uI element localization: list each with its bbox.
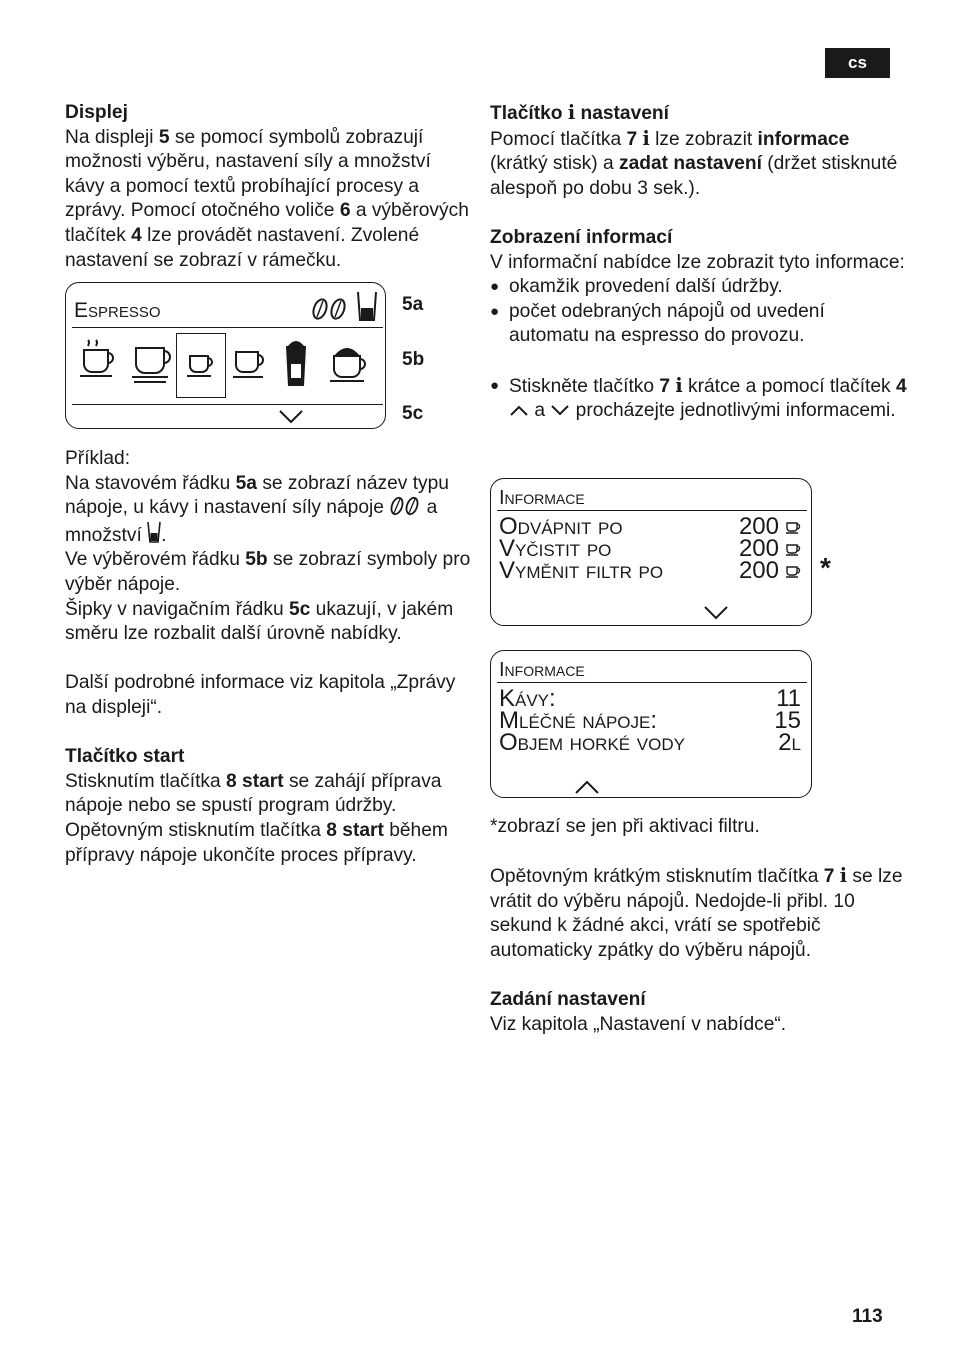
info-row-label: Vyměnit filtr po — [499, 557, 664, 584]
info-row-label: Odvápnit po — [499, 513, 623, 540]
chevron-down-icon — [550, 404, 570, 416]
label-5b: 5b — [402, 349, 425, 370]
cafe-creme-icon — [233, 352, 263, 377]
strength-icon — [389, 496, 421, 516]
info-row-label: Mléčné nápoje: — [499, 707, 658, 734]
right-column — [490, 101, 910, 424]
left-column-lower — [65, 447, 475, 868]
beverage-icons — [76, 338, 376, 394]
example-nav-line: Šipky v navigačním řádku 5c ukazují, v jakém směru lze rozbalit další úrovně nabídky. — [65, 598, 454, 645]
return-paragraph: Opětovným krátkým stisknutím tlačítka 7 i se lze vrátit do výběru nápojů. Nedojde-li přibl. 10 sekund k žádné akci, vrátí se spotřebič automaticky zpátky do výběru nápojů. — [490, 864, 903, 961]
label-5c: 5c — [402, 403, 424, 424]
settings-heading: Zadání nastavení — [490, 989, 646, 1011]
display-title: Informace — [499, 487, 585, 509]
info-row-value: 200 — [738, 557, 779, 584]
display-paragraph: Na displeji 5 se pomocí symbolů zobrazují možnosti výběru, nastavení síly a množství kávy a pomocí textů probíhající procesy a zprávy. Pomocí otočného voliče 6 a výběrových tlačítek 4 lze provádět nastavení. Zvolené nastavení se zobrazí v rámečku. — [65, 126, 469, 271]
info-row — [499, 557, 801, 585]
cup-size-icon — [147, 521, 161, 543]
info-intro: V informační nabídce lze zobrazit tyto informace: — [490, 251, 905, 273]
espresso-cup-icon — [187, 356, 212, 376]
info-button-paragraph: Pomocí tlačítka 7 i lze zobrazit informace (krátký stisk) a zadat nastavení (držet stisknuté alespoň po dobu 3 sek.). — [490, 126, 898, 199]
info-row-label: Vyčistit po — [499, 535, 612, 562]
info-display-1 — [490, 478, 812, 626]
cup-icon — [785, 542, 801, 556]
strength-icon — [310, 297, 350, 321]
instruction-item: ● Stiskněte tlačítko 7 i krátce a pomocí tlačítek 4 a procházejte jednotlivými informacemi. — [490, 374, 910, 424]
info-row — [499, 729, 801, 757]
cup-icon — [785, 564, 801, 578]
info-button-heading: Tlačítko i nastavení — [490, 101, 669, 124]
display-title: Espresso — [74, 299, 161, 322]
page-number: 113 — [852, 1306, 883, 1327]
info-row-value: 2l — [778, 729, 801, 756]
info-display-heading: Zobrazení informací — [490, 226, 673, 248]
nav-line — [72, 404, 383, 405]
info-display-2 — [490, 650, 812, 798]
settings-text: Viz kapitola „Nastavení v nabídce“. — [490, 1013, 787, 1035]
footnote-star: * — [820, 552, 831, 583]
cappuccino-icon — [330, 348, 365, 381]
cup-size-icon — [356, 290, 378, 322]
info-i-icon: i — [642, 126, 650, 150]
label-5a: 5a — [402, 294, 424, 315]
display-diagram — [65, 282, 386, 429]
status-line — [497, 510, 807, 511]
info-row-value: 200 — [738, 513, 779, 540]
info-row-label: Kávy: — [499, 685, 556, 712]
example-label: Příklad: — [65, 448, 131, 469]
left-column — [65, 101, 475, 273]
example-selection-line: Ve výběrovém řádku 5b se zobrazí symboly pro výběr nápoje. — [65, 549, 471, 595]
chevron-up-icon — [509, 404, 529, 416]
list-item: ● okamžik provedení další údržby. — [490, 275, 910, 300]
info-row-label: Objem horké vody — [499, 729, 685, 756]
chevron-up-icon — [574, 779, 600, 795]
footnote-text: *zobrazí se jen při aktivaci filtru. — [490, 816, 760, 837]
right-column-lower — [490, 815, 910, 1037]
info-row-value: 200 — [738, 535, 779, 562]
info-row-value: 15 — [774, 707, 801, 734]
language-tab: cs — [825, 48, 890, 78]
large-coffee-icon — [132, 348, 170, 382]
example-status-line: Na stavovém řádku 5a se zobrazí název typu nápoje, u kávy i nastavení síly nápoje a množství . — [65, 472, 449, 546]
chevron-down-icon — [703, 605, 729, 621]
coffee-cup-icon — [80, 340, 113, 376]
start-heading: Tlačítko start — [65, 746, 185, 768]
display-heading: Displej — [65, 102, 128, 123]
list-item: ● počet odebraných nápojů od uvedení automatu na espresso do provozu. — [490, 300, 910, 349]
start-paragraph: Stisknutím tlačítka 8 start se zahájí příprava nápoje nebo se spustí program údržby. Opětovným stisknutím tlačítka 8 start během přípravy nápoje ukončíte proces přípravy. — [65, 770, 448, 866]
chevron-down-icon — [278, 409, 304, 425]
info-i-icon: i — [567, 101, 576, 124]
status-line — [497, 682, 807, 683]
cup-icon — [785, 520, 801, 534]
info-i-icon: i — [839, 864, 848, 888]
more-info-text: Další podrobné informace viz kapitola „Zprávy na displeji“. — [65, 672, 456, 718]
display-title: Informace — [499, 659, 585, 681]
status-line — [72, 327, 383, 328]
info-i-icon: i — [675, 373, 683, 397]
latte-glass-icon — [286, 341, 306, 386]
info-row-value: 11 — [776, 685, 801, 712]
